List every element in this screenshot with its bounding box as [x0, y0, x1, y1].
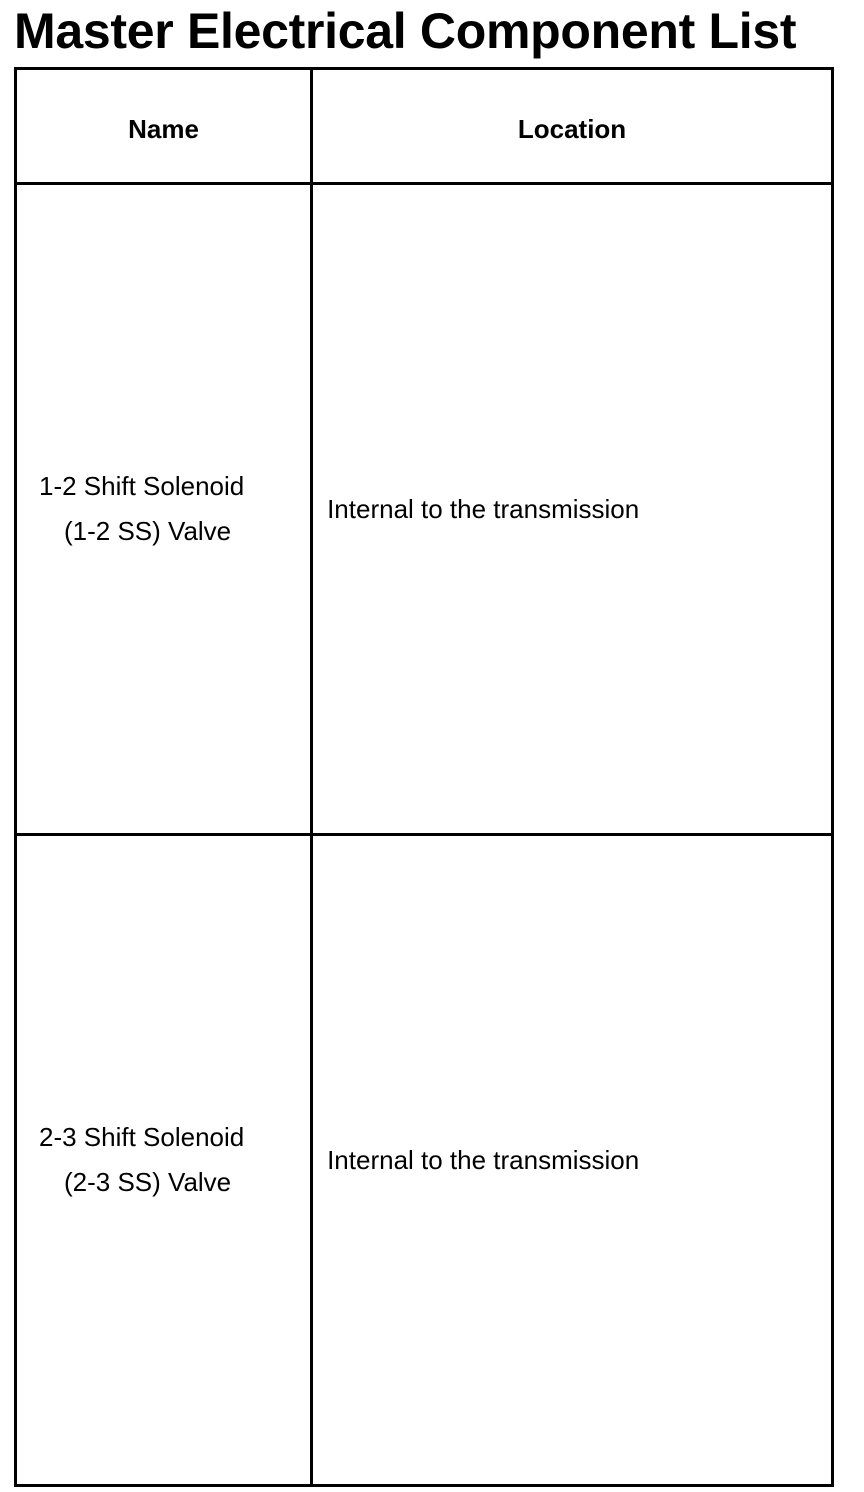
component-location: Internal to the transmission — [312, 835, 833, 1486]
column-header-location: Location — [312, 69, 833, 184]
component-name: 1-2 Shift Solenoid — [39, 471, 245, 501]
table-row — [16, 184, 833, 835]
table-row — [16, 835, 833, 1486]
column-header-name: Name — [16, 69, 312, 184]
component-name-cell — [16, 184, 312, 835]
page-title: Master Electrical Component List — [14, 3, 797, 59]
component-abbreviation: (1-2 SS) Valve — [64, 516, 232, 546]
table-header-row — [16, 69, 833, 184]
component-location: Internal to the transmission — [312, 184, 833, 835]
component-table — [14, 67, 834, 1487]
component-abbreviation: (2-3 SS) Valve — [64, 1167, 232, 1197]
component-name: 2-3 Shift Solenoid — [39, 1122, 245, 1152]
component-name-cell — [16, 835, 312, 1486]
